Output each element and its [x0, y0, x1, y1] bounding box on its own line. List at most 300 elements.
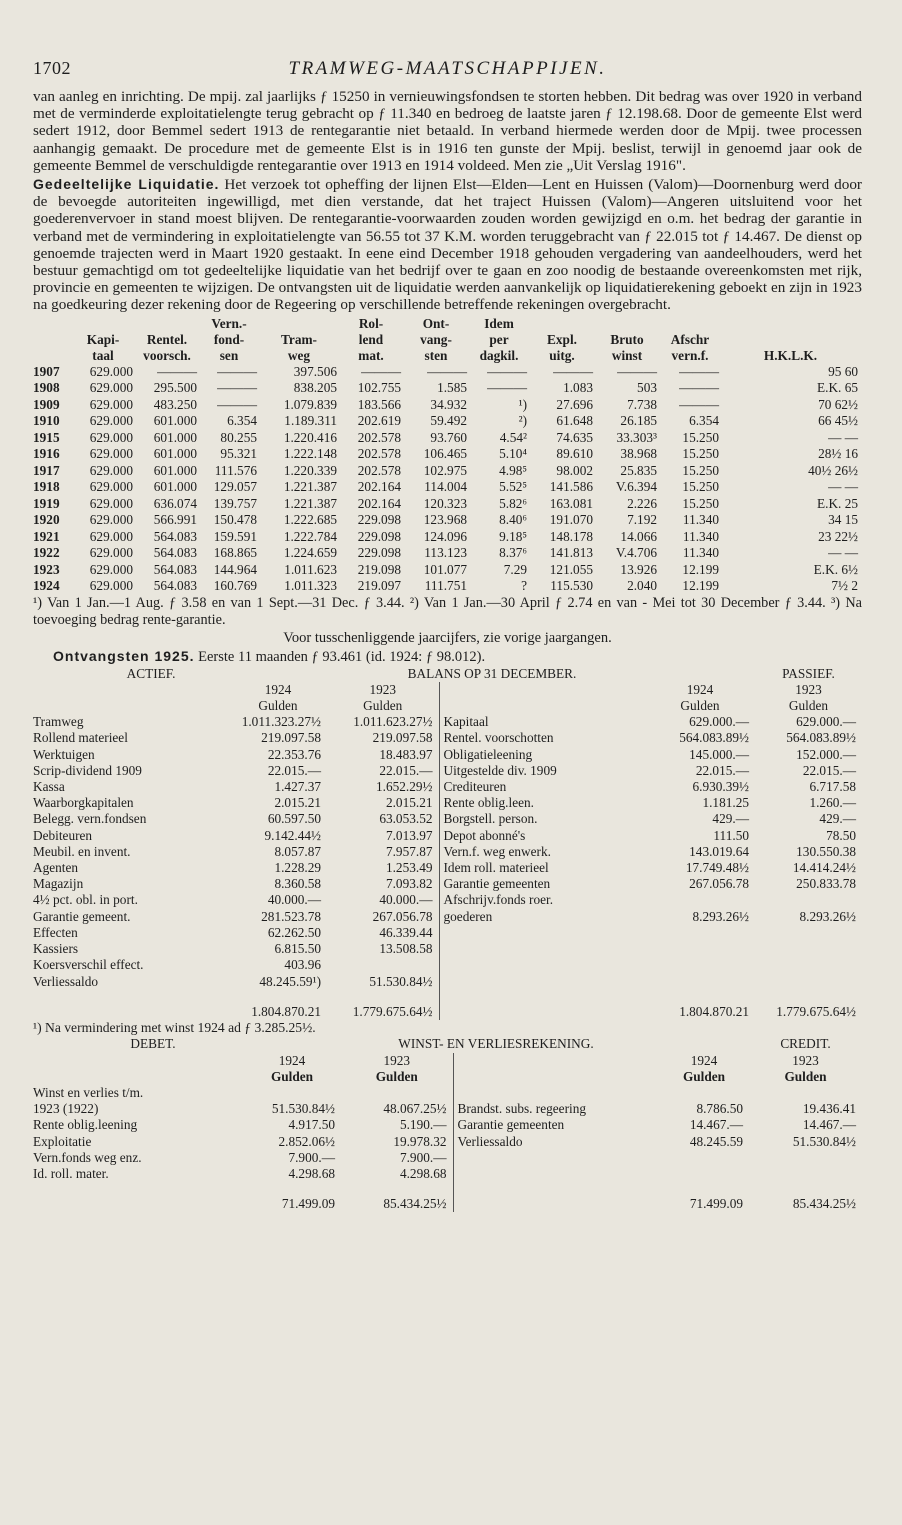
stats-cell: 148.178 — [549, 528, 593, 544]
stats-cell: 202.164 — [357, 479, 401, 495]
actief-item: Koersverschil effect. — [33, 957, 144, 973]
balance-row — [33, 925, 862, 941]
pl-row — [33, 1101, 862, 1117]
stats-cell: 114.004 — [424, 479, 467, 495]
page-header — [33, 58, 862, 88]
credit-amount — [749, 1150, 862, 1166]
stats-header-cell — [261, 316, 341, 332]
stats-cell: 564.083 — [153, 561, 197, 577]
stats-header-cell: winst — [611, 347, 643, 363]
debet-item: Rente oblig.leening — [33, 1117, 138, 1133]
credit-amount — [659, 1166, 749, 1182]
pl-unit-4: Gulden — [784, 1068, 827, 1084]
pl-total: 71.499.09 — [689, 1196, 743, 1212]
stats-cell: 629.000 — [89, 528, 133, 544]
stats-cell: 28½ 16 — [818, 446, 858, 462]
stats-cell: 229.098 — [357, 545, 401, 561]
stats-cell: 229.098 — [357, 512, 401, 528]
stats-year: 1909 — [33, 396, 60, 412]
stats-header-cell: sten — [424, 347, 448, 363]
debet-amount: 19.978.32 — [393, 1133, 447, 1149]
passief-amount — [645, 925, 755, 941]
stats-cell: 160.769 — [213, 578, 257, 594]
actief-item: Werktuigen — [33, 746, 95, 762]
actief-label: ACTIEF. — [126, 665, 176, 681]
stats-cell: ? — [521, 578, 527, 594]
stats-row — [33, 562, 862, 579]
passief-amount: 629.000.— — [796, 714, 856, 730]
balance-row — [33, 941, 862, 957]
stats-cell: 89.610 — [556, 446, 593, 462]
credit-amount: 19.436.41 — [802, 1101, 856, 1117]
actief-amount: 13.508.58 — [379, 941, 433, 957]
stats-cell: 34 15 — [828, 512, 858, 528]
debet-amount: 4.298.68 — [399, 1166, 447, 1182]
actief-item: Agenten — [33, 860, 79, 876]
actief-amount: 1.652.29½ — [375, 779, 433, 795]
actief-amount: 1.011.623.27½ — [353, 714, 433, 730]
stats-year: 1924 — [33, 578, 60, 594]
balance-total: 1.804.870.21 — [679, 1003, 749, 1019]
stats-header-cell: Vern.- — [211, 315, 247, 331]
liquidation-heading: Gedeeltelijke Liquidatie. — [33, 176, 220, 193]
passief-amount: 143.019.64 — [689, 843, 749, 859]
profit-loss-account — [33, 1036, 862, 1212]
stats-year: 1908 — [33, 380, 60, 396]
passief-amount: 267.056.78 — [689, 876, 749, 892]
actief-amount: 6.815.50 — [274, 941, 321, 957]
stats-header-cell: Afschr — [670, 331, 710, 347]
pl-year-1: 1924 — [278, 1052, 306, 1068]
stats-cell: 15.250 — [682, 429, 719, 445]
pl-unit-1: Gulden — [270, 1068, 314, 1084]
stats-header-cell — [723, 316, 862, 332]
actief-item: Kassa — [33, 779, 65, 795]
passief-amount: 78.50 — [826, 827, 856, 843]
balance-unit-1: Gulden — [258, 698, 298, 714]
passief-amount: 152.000.— — [796, 746, 856, 762]
stats-cell: 7.29 — [503, 561, 527, 577]
balance-sheet — [33, 666, 862, 1020]
stats-cell: 9.18⁵ — [499, 528, 527, 544]
stats-cell: 1.189.311 — [284, 413, 337, 429]
passief-amount — [755, 974, 862, 990]
stats-cell: 483.250 — [153, 396, 197, 412]
stats-cell: 66 45½ — [818, 413, 858, 429]
credit-amount: 14.467.— — [802, 1117, 856, 1133]
stats-header-cell: H.K.L.K. — [763, 347, 818, 363]
credit-amount: 8.786.50 — [696, 1101, 743, 1117]
pl-total: 85.434.25½ — [792, 1196, 856, 1212]
stats-cell: 33.303³ — [616, 429, 657, 445]
stats-header-cell — [73, 316, 137, 332]
stats-year: 1910 — [33, 413, 60, 429]
stats-year: 1919 — [33, 495, 60, 511]
passief-item: Obligatieleening — [439, 747, 645, 763]
stats-cell: 564.083 — [153, 528, 197, 544]
debet-amount: 4.917.50 — [288, 1117, 335, 1133]
stats-cell: 183.566 — [357, 396, 401, 412]
debet-amount: 7.900.— — [288, 1149, 335, 1165]
stats-cell: 111.751 — [424, 578, 467, 594]
actief-amount: 2.015.21 — [274, 795, 321, 811]
stats-cell: E.K. 65 — [817, 380, 858, 396]
stats-header-cell — [33, 316, 73, 332]
credit-amount — [659, 1150, 749, 1166]
passief-amount: 145.000.— — [689, 746, 749, 762]
stats-cell: 124.096 — [423, 528, 467, 544]
stats-cell: 12.199 — [682, 578, 719, 594]
stats-year: 1907 — [33, 363, 60, 379]
stats-row — [33, 512, 862, 529]
stats-row — [33, 380, 862, 397]
stats-cell: 601.000 — [153, 413, 197, 429]
actief-amount: 1.228.29 — [274, 860, 321, 876]
stats-cell: 11.340 — [682, 528, 719, 544]
stats-cell: ——— — [679, 396, 719, 412]
balance-year-3: 1924 — [686, 681, 714, 697]
actief-amount: 22.015.— — [267, 762, 321, 778]
passief-item: Uitgestelde div. 1909 — [439, 763, 645, 779]
receipts-line — [33, 647, 862, 666]
stats-cell: 144.964 — [213, 561, 257, 577]
stats-cell: 1.221.387 — [283, 479, 337, 495]
stats-row — [33, 463, 862, 480]
debet-amount — [243, 1085, 341, 1101]
actief-amount: 60.597.50 — [267, 811, 321, 827]
stats-cell: 150.478 — [213, 512, 257, 528]
stats-header-cell: mat. — [358, 347, 384, 363]
stats-year: 1921 — [33, 528, 60, 544]
passief-amount: 22.015.— — [802, 762, 856, 778]
credit-amount — [749, 1085, 862, 1101]
stats-year: 1918 — [33, 479, 60, 495]
stats-cell: 40½ 26½ — [808, 462, 858, 478]
balance-footnote: ¹) Na vermindering met winst 1924 ad ƒ 3.285.25½. — [33, 1019, 316, 1035]
stats-cell: 1.011.623 — [284, 561, 337, 577]
passief-item: Rente oblig.leen. — [439, 795, 645, 811]
stats-cell: ——— — [361, 363, 401, 379]
debet-amount — [341, 1085, 453, 1101]
actief-amount: 267.056.78 — [372, 908, 433, 924]
stats-cell: 629.000 — [89, 446, 133, 462]
stats-cell: 1.222.685 — [283, 512, 337, 528]
stats-header-cell — [597, 316, 661, 332]
stats-cell: 601.000 — [153, 446, 197, 462]
stats-header-cell: Bruto — [610, 331, 644, 347]
actief-amount: 1.011.323.27½ — [241, 714, 321, 730]
stats-cell: E.K. 25 — [817, 495, 858, 511]
intro-paragraph: van aanleg en inrichting. De mpij. zal jaarlijks ƒ 15250 in vernieuwingsfondsen te storten hebben. Dit bedrag was over 1920 in verband met de verminderde exploitatielengte terug gebracht op ƒ 11.340 en bedroeg de laatste jaren ƒ 12.198.68. Door de gemeente Elst werd sedert 1912, door Bemmel sedert 1913 de rentegarantie niet betaald. In verband hiermede werden door de Mpij. twee processen aanhangig gemaakt. De procedure met de gemeente Elst is in 1916 ten gunste der Mpij. beslist, terwijl in genoemd jaar ook de gemeente Bemmel de verschuldigde rentegarantie over 1913 en 1914 voldeed. Men zie „Uit Verslag 1916". — [33, 88, 862, 174]
stats-cell: 629.000 — [89, 462, 133, 478]
stats-cell: 111.576 — [214, 462, 257, 478]
actief-item: Garantie gemeent. — [33, 908, 131, 924]
stats-header-cell — [723, 332, 862, 348]
passief-amount — [755, 892, 862, 908]
stats-cell: 13.926 — [620, 561, 657, 577]
stats-cell: 1.222.784 — [283, 528, 337, 544]
actief-amount: 9.142.44½ — [264, 827, 321, 843]
stats-cell: 7.192 — [627, 512, 657, 528]
stats-cell: 397.506 — [293, 363, 337, 379]
passief-label: PASSIEF. — [782, 665, 835, 681]
balance-row — [33, 779, 862, 795]
balance-row — [33, 795, 862, 811]
stats-cell: 601.000 — [153, 429, 197, 445]
stats-header-cell: voorsch. — [143, 347, 191, 363]
stats-cell: 601.000 — [153, 479, 197, 495]
stats-row — [33, 496, 862, 513]
stats-cell: 115.530 — [550, 578, 593, 594]
actief-amount: 1.427.37 — [274, 779, 321, 795]
stats-header-cell: fond- — [213, 331, 245, 347]
balance-total: 1.804.870.21 — [251, 1003, 321, 1019]
actief-item: Debiteuren — [33, 827, 93, 843]
pl-year-3: 1924 — [690, 1052, 718, 1068]
actief-amount: 18.483.97 — [379, 746, 433, 762]
actief-amount: 7.093.82 — [385, 876, 433, 892]
passief-amount: 250.833.78 — [796, 876, 856, 892]
balance-row — [33, 844, 862, 860]
stats-cell: 1.224.659 — [283, 545, 337, 561]
stats-header-cell: lend — [358, 331, 384, 347]
stats-cell: 564.083 — [153, 578, 197, 594]
stats-cell: 8.40⁶ — [499, 512, 527, 528]
actief-amount: 281.523.78 — [261, 908, 321, 924]
stats-header-cell: Kapi- — [86, 331, 120, 347]
debet-item: Winst en verlies t/m. — [33, 1085, 144, 1101]
passief-amount: 6.930.39½ — [692, 779, 749, 795]
stats-cell: ——— — [427, 363, 467, 379]
debet-amount: 5.190.— — [399, 1117, 447, 1133]
stats-row — [33, 413, 862, 430]
stats-header-cell: Idem — [484, 315, 514, 331]
stats-cell: 4.54² — [499, 429, 527, 445]
stats-header-cell: sen — [219, 347, 239, 363]
stats-cell: 15.250 — [682, 462, 719, 478]
stats-cell: ——— — [487, 380, 527, 396]
stats-cell: 102.975 — [423, 462, 467, 478]
stats-header-row — [33, 332, 862, 348]
balance-unit-2: Gulden — [363, 698, 403, 714]
actief-amount: 7.013.97 — [385, 827, 433, 843]
passief-amount: 22.015.— — [695, 762, 749, 778]
actief-amount: 51.530.84½ — [369, 973, 433, 989]
stats-cell: 34.932 — [430, 396, 467, 412]
passief-item — [439, 974, 645, 990]
stats-row — [33, 446, 862, 463]
statistics-table — [33, 316, 862, 595]
credit-amount: 48.245.59 — [689, 1133, 743, 1149]
debet-amount: 2.852.06½ — [278, 1133, 335, 1149]
actief-amount: 40.000.— — [379, 892, 433, 908]
balance-row — [33, 909, 862, 925]
debet-amount: 51.530.84½ — [271, 1101, 335, 1117]
stats-cell: 8.37⁶ — [499, 545, 527, 561]
stats-header-cell: weg — [287, 347, 311, 363]
stats-year: 1917 — [33, 462, 60, 478]
passief-item — [439, 925, 645, 941]
stats-cell: 629.000 — [89, 396, 133, 412]
debet-amount: 48.067.25½ — [383, 1101, 447, 1117]
stats-cell: 636.074 — [153, 495, 197, 511]
stats-row — [33, 578, 862, 595]
stats-cell: 629.000 — [89, 479, 133, 495]
stats-cell: 1.079.839 — [283, 396, 337, 412]
credit-label: CREDIT. — [780, 1036, 831, 1052]
actief-amount: 8.057.87 — [274, 843, 321, 859]
stats-cell: 159.591 — [213, 528, 257, 544]
pl-row — [33, 1117, 862, 1133]
stats-cell: ²) — [518, 413, 527, 429]
pl-unit-3: Gulden — [682, 1068, 726, 1084]
stats-year: 1922 — [33, 545, 60, 561]
actief-amount: 8.360.58 — [274, 876, 321, 892]
stats-cell: 629.000 — [89, 578, 133, 594]
passief-amount: 111.50 — [713, 827, 749, 843]
stats-cell: 1.220.339 — [283, 462, 337, 478]
stats-cell: 95.321 — [220, 446, 257, 462]
stats-cell: 5.82⁶ — [499, 495, 527, 511]
actief-item: Rollend materieel — [33, 730, 128, 746]
balance-total: 1.779.675.64½ — [776, 1003, 856, 1019]
passief-amount — [755, 925, 862, 941]
stats-cell: 95 60 — [828, 363, 858, 379]
stats-cell: 838.205 — [293, 380, 337, 396]
credit-item — [453, 1150, 659, 1166]
stats-cell: 123.968 — [423, 512, 467, 528]
passief-amount: 429.— — [819, 811, 856, 827]
pl-title: WINST- EN VERLIESREKENING. — [398, 1036, 594, 1052]
passief-amount: 8.293.26½ — [799, 908, 856, 924]
stats-cell: 629.000 — [89, 380, 133, 396]
balance-unit-4: Gulden — [788, 698, 829, 714]
actief-amount: 62.262.50 — [267, 924, 321, 940]
balance-row — [33, 763, 862, 779]
passief-amount — [645, 957, 755, 973]
passief-item: Kapitaal — [439, 714, 645, 730]
actief-item: Waarborgkapitalen — [33, 795, 134, 811]
stats-cell: 139.757 — [213, 495, 257, 511]
stats-cell: 26.185 — [620, 413, 657, 429]
actief-amount: 2.015.21 — [385, 795, 433, 811]
balance-row — [33, 747, 862, 763]
stats-cell: E.K. 6½ — [813, 561, 858, 577]
stats-cell: 202.164 — [357, 495, 401, 511]
stats-cell: 6.354 — [689, 413, 719, 429]
stats-cell: 15.250 — [682, 446, 719, 462]
passief-item — [439, 957, 645, 973]
stats-cell: ——— — [487, 363, 527, 379]
actief-amount: 40.000.— — [267, 892, 321, 908]
actief-item: Scrip-dividend 1909 — [33, 762, 142, 778]
passief-amount: 564.083.89½ — [679, 730, 749, 746]
credit-item: Brandst. subs. regeering — [453, 1101, 659, 1117]
passief-amount: 14.414.24½ — [792, 860, 856, 876]
stats-cell: 1.220.416 — [283, 429, 337, 445]
balance-row — [33, 828, 862, 844]
stats-cell: 219.098 — [357, 561, 401, 577]
stats-cell: 141.813 — [549, 545, 593, 561]
passief-amount: 564.083.89½ — [786, 730, 856, 746]
stats-cell: 1.083 — [563, 380, 593, 396]
liquidation-text: Het verzoek tot opheffing der lijnen Elst—Elden—Lent en Huissen (Valom)—Doornenburg werd door de bevoegde autoriteiten ingewilligd, met dien verstande, dat het traject Huissen (Valom)—Angeren uitsluitend voor het goederenvervoer in stand moest blijven. De rentegarantie-voorwaarden zouden worden gewijzigd en o.m. het bedrag der garantie in verband met de vermindering in exploitatielengte van 56.55 tot 37 K.M. worden teruggebracht van ƒ 22.015 tot ƒ 14.467. De dienst op genoemde trajecten werd in Maart 1920 gestaakt. In eene eind December 1918 gehouden vergadering van aandeelhouders, werd het bestuur gemachtigd om tot gedeeltelijke liquidatie van het bedrijf over te gaan en zoo noodig de bestaande overeenkomsten met rijk, provincie en gemeenten te wijzigen. De ontvangsten uit de liquidatie werden aanvankelijk op liquidatierekening geboekt en zijn in 1923 na goedkeuring dezer rekening door de Regeering op verschillende betreffende rekeningen overgebracht. — [33, 176, 862, 314]
stats-header-cell: Rentel. — [146, 331, 188, 347]
stats-cell: 141.586 — [549, 479, 593, 495]
page-number: 1702 — [33, 58, 71, 78]
passief-amount — [645, 974, 755, 990]
liquidation-paragraph — [33, 176, 862, 314]
stats-cell: 74.635 — [556, 429, 593, 445]
balance-total: 1.779.675.64½ — [352, 1003, 433, 1019]
stats-cell: 121.055 — [549, 561, 593, 577]
stats-cell: 120.323 — [423, 495, 467, 511]
stats-cell: 93.760 — [430, 429, 467, 445]
actief-item: Meubil. en invent. — [33, 843, 131, 859]
stats-header-cell: Expl. — [547, 331, 577, 347]
stats-year: 1920 — [33, 512, 60, 528]
stats-row — [33, 397, 862, 414]
pl-unit-2: Gulden — [375, 1068, 418, 1084]
stats-cell: 106.465 — [423, 446, 467, 462]
stats-cell: ——— — [679, 380, 719, 396]
stats-cell: ——— — [553, 363, 593, 379]
stats-year: 1923 — [33, 561, 60, 577]
pl-year-4: 1923 — [792, 1052, 819, 1068]
balance-row — [33, 811, 862, 827]
stats-cell: 4.98⁵ — [499, 462, 527, 478]
debet-item: Exploitatie — [33, 1133, 92, 1149]
passief-amount: 8.293.26½ — [692, 908, 749, 924]
stats-cell: ——— — [217, 363, 257, 379]
stats-header-cell: uitg. — [549, 347, 575, 363]
stats-footnotes: ¹) Van 1 Jan.—1 Aug. ƒ 3.58 en van 1 Sept.—31 Dec. ƒ 3.44. ²) Van 1 Jan.—30 April ƒ 2.74 en van - Mei tot 30 December ƒ 3.44. ³) Na toevoeging bedrag rente-garantie. — [33, 594, 862, 628]
stats-cell: 202.578 — [357, 462, 401, 478]
balance-row — [33, 892, 862, 908]
stats-cell: 191.070 — [549, 512, 593, 528]
stats-cell: 7.738 — [627, 396, 657, 412]
stats-header-cell: per — [489, 331, 509, 347]
passief-item: goederen — [439, 909, 645, 925]
stats-cell: 295.500 — [153, 380, 197, 396]
stats-year: 1916 — [33, 446, 60, 462]
stats-cell: 6.354 — [227, 413, 257, 429]
stats-cell: 219.097 — [357, 578, 401, 594]
pl-total: 71.499.09 — [281, 1196, 335, 1212]
stats-cell: 59.492 — [430, 413, 467, 429]
balance-row — [33, 860, 862, 876]
actief-item: Belegg. vern.fondsen — [33, 811, 147, 827]
passief-amount — [755, 941, 862, 957]
stats-cell: V.6.394 — [615, 479, 657, 495]
passief-amount: 629.000.— — [689, 714, 749, 730]
stats-cell: 629.000 — [89, 561, 133, 577]
stats-cell: — — — [828, 479, 858, 495]
actief-amount: 22.353.76 — [267, 746, 321, 762]
passief-amount: 130.550.38 — [796, 843, 856, 859]
stats-cell: 163.081 — [549, 495, 593, 511]
stats-cell: 601.000 — [153, 462, 197, 478]
balance-row — [33, 730, 862, 746]
stats-header-cell — [33, 348, 73, 364]
balance-unit-3: Gulden — [680, 698, 720, 714]
credit-item: Garantie gemeenten — [453, 1117, 659, 1133]
credit-item — [453, 1085, 659, 1101]
running-title: TRAMWEG-MAATSCHAPPIJEN. — [288, 58, 607, 79]
stats-cell: — — — [828, 429, 858, 445]
stats-cell: 168.865 — [213, 545, 257, 561]
stats-cell: — — — [828, 545, 858, 561]
